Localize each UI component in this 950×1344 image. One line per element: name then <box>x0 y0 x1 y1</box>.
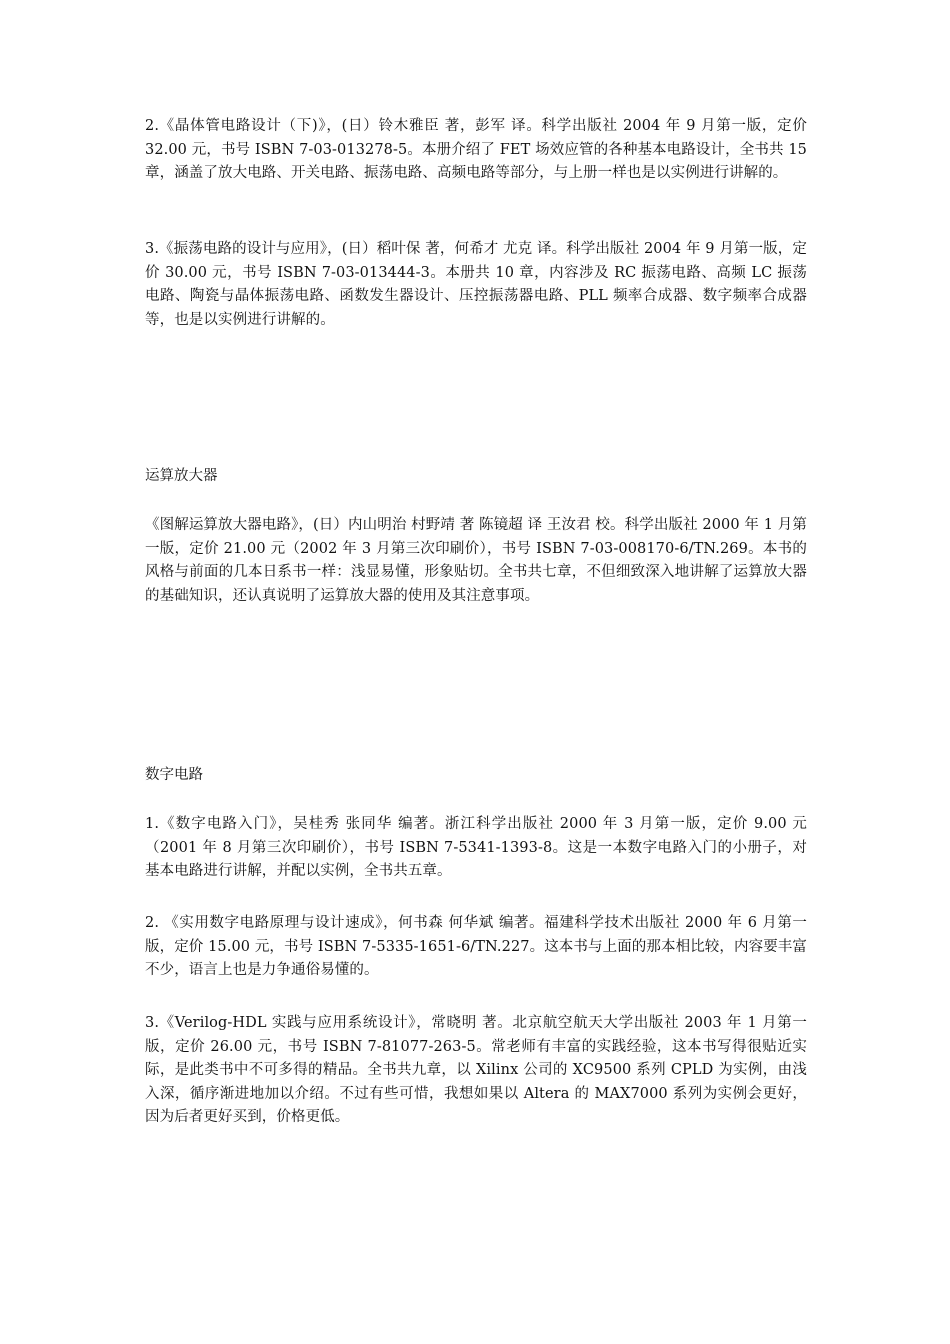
book-entry-transistor-circuit-design-2: 2.《晶体管电路设计（下)》，(日）铃木雅臣 著，彭军 译。科学出版社 2004 年 9 月第一版，定价 32.00 元，书号 ISBN 7-03-013278-5。本册介绍了 FET 场效应管的各种基本电路设计，全书共 15 章，涵盖了放大电路、开关电路、振荡电路、高频电路等部分，与上册一样也是以实例进行讲解的。 <box>145 118 807 182</box>
book-entry-op-amp-illustrated: 《图解运算放大器电路》，(日）内山明治 村野靖 著 陈镜超 译 王汝君 校。科学出版社 2000 年 1 月第一版，定价 21.00 元（2002 年 3 月第三次印刷价），书号 ISBN 7-03-008170-6/TN.269。本书的风格与前面的几本日系书一样：浅显易懂，形象贴切。全书共七章，不但细致深入地讲解了运算放大器的基础知识，还认真说明了运算放大器的使用及其注意事项。 <box>145 517 807 604</box>
section-heading-digital-circuits: 数字电路 <box>145 767 203 783</box>
section-heading-op-amp: 运算放大器 <box>145 468 218 484</box>
book-entry-practical-digital-circuit: 2. 《实用数字电路原理与设计速成》，何书森 何华斌 编著。福建科学技术出版社 2000 年 6 月第一版，定价 15.00 元，书号 ISBN 7-5335-1651-6/TN.227。这本书与上面的那本相比较，内容要丰富不少，语言上也是力争通俗易懂的。 <box>145 915 808 979</box>
book-entry-oscillator-circuit-design: 3.《振荡电路的设计与应用》，(日）稻叶保 著，何希才 尤克 译。科学出版社 2004 年 9 月第一版，定价 30.00 元，书号 ISBN 7-03-013444-3。本册共 10 章，内容涉及 RC 振荡电路、高频 LC 振荡电路、陶瓷与晶体振荡电路、函数发生器设计、压控振荡器电路、PLL 频率合成器、数字频率合成器等，也是以实例进行讲解的。 <box>145 241 807 328</box>
book-entry-digital-circuit-intro: 1.《数字电路入门》，吴桂秀 张同华 编著。浙江科学出版社 2000 年 3 月第一版，定价 9.00 元（2001 年 8 月第三次印刷价），书号 ISBN 7-5341-1393-8。这是一本数字电路入门的小册子，对基本电路进行讲解，并配以实例，全书共五章。 <box>145 816 807 880</box>
book-entry-verilog-hdl: 3.《Verilog-HDL 实践与应用系统设计》，常晓明 著。北京航空航天大学出版社 2003 年 1 月第一版，定价 26.00 元，书号 ISBN 7-81077-263-5。常老师有丰富的实践经验，这本书写得很贴近实际，是此类书中不可多得的精品。全书共九章，以 Xilinx 公司的 XC9500 系列 CPLD 为实例，由浅入深，循序渐进地加以介绍。不过有些可惜，我想如果以 Altera 的 MAX7000 系列为实例会更好，因为后者更好买到，价格更低。 <box>145 1015 807 1126</box>
